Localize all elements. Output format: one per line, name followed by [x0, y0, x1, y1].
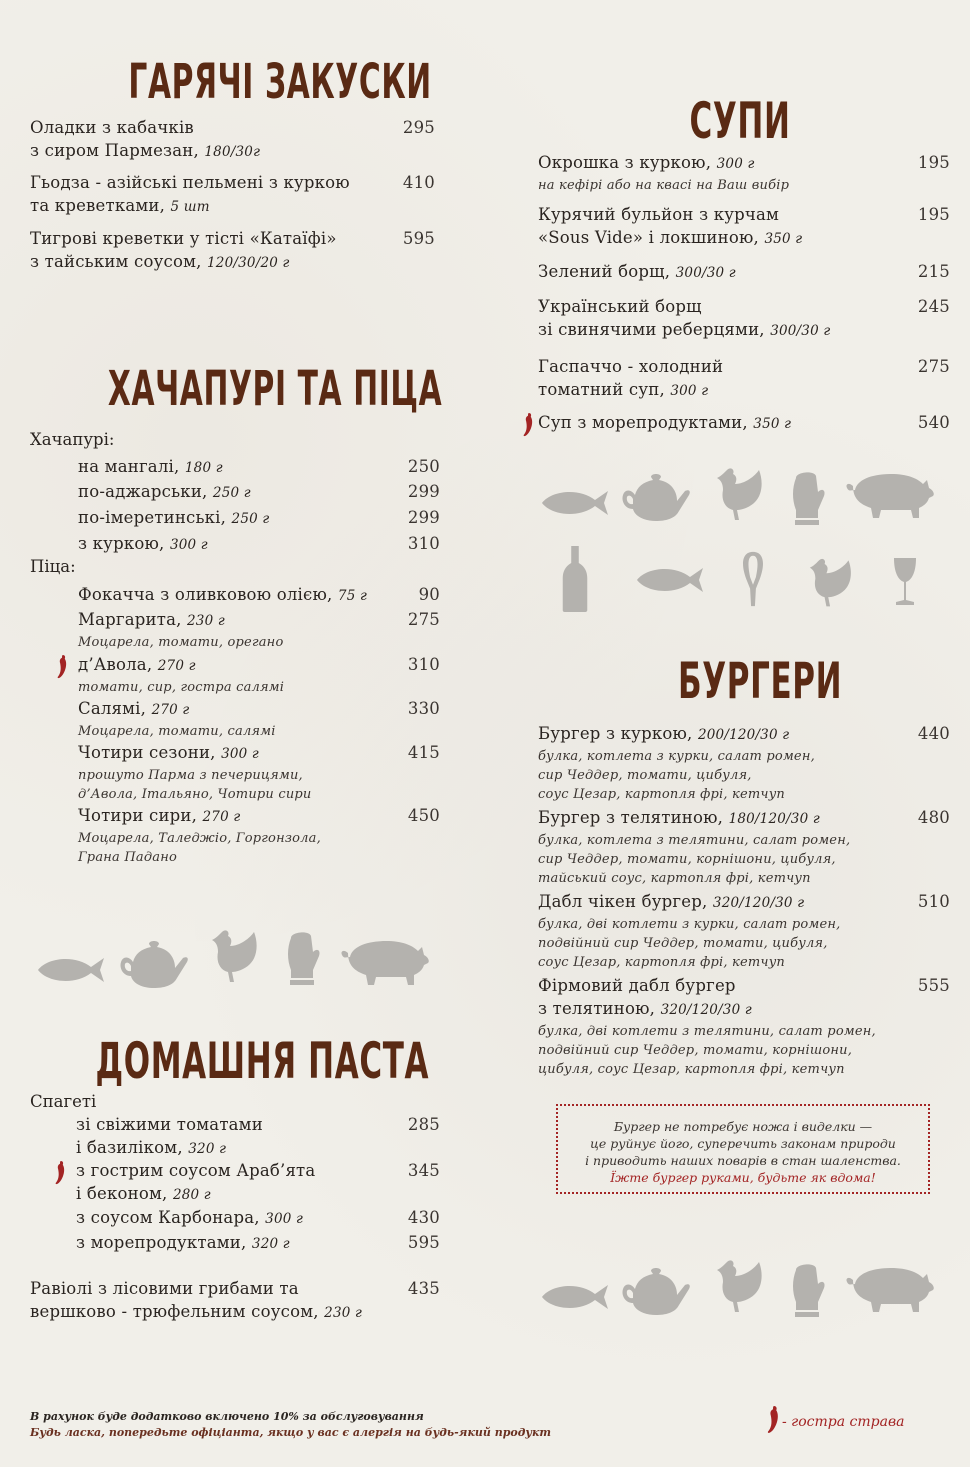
- heading-soups: СУПИ: [689, 92, 791, 150]
- spicy-legend: - гостра страва: [782, 1414, 905, 1430]
- menu-item: Курячий бульйон з курчам «Sous Vide» і локшиною, 350 г 195: [538, 205, 950, 247]
- item-price: 275: [407, 610, 440, 629]
- pig-icon: [845, 1262, 935, 1312]
- spicy-chili-icon: [522, 413, 534, 437]
- item-price: 250: [407, 457, 440, 476]
- allergy-note: Будь ласка, попередьте офіціанта, якщо у вас є алергія на будь-який продукт: [30, 1426, 552, 1439]
- item-price: 450: [407, 806, 440, 825]
- hen-icon: [715, 466, 765, 521]
- spicy-chili-icon: [56, 655, 68, 679]
- menu-item: Дабл чікен бургер, 320/120/30 г булка, дві котлети з курки, салат ромен, подвійний сир Чеддер, томати, цибуля, соус Цезар, картопля фрі, кетчуп 510: [538, 892, 950, 970]
- fish-icon: [36, 955, 106, 985]
- item-price: 480: [917, 808, 950, 827]
- menu-item: Гьодза - азійські пельмені з куркою та креветками, 5 шт 410: [30, 173, 435, 215]
- whisk-icon: [738, 550, 768, 608]
- menu-item: по-аджарськи, 250 г 299: [78, 482, 440, 501]
- hen-icon: [715, 1258, 765, 1313]
- teapot-icon: [620, 1265, 692, 1315]
- item-price: 90: [418, 585, 440, 604]
- teapot-icon: [118, 938, 190, 988]
- item-price: 440: [917, 724, 950, 743]
- fish-icon: [540, 488, 610, 518]
- item-price: 299: [407, 508, 440, 527]
- menu-item: з гострим соусом Араб’ята і беконом, 280 г 345: [76, 1161, 440, 1203]
- item-price: 415: [407, 743, 440, 762]
- menu-item: з куркою, 300 г 310: [78, 534, 440, 553]
- menu-item: Бургер з куркою, 200/120/30 г булка, котлета з курки, салат ромен, сир Чеддер, томати, цибуля, соус Цезар, картопля фрі, кетчуп 440: [538, 724, 950, 802]
- bottle-icon: [560, 546, 590, 612]
- menu-item: Фірмовий дабл бургер з телятиною, 320/120/30 г булка, дві котлети з телятини, салат ромен, подвійний сир Чеддер, томати, корнішони, цибуля, соус Цезар, картопля фрі, кетчуп 555: [538, 976, 950, 1077]
- menu-item: Оладки з кабачків з сиром Пармезан, 180/30г 295: [30, 118, 435, 160]
- heading-pasta: ДОМАШНЯ ПАСТА: [95, 1032, 430, 1090]
- menu-item: Український борщ зі свинячими реберцями, 300/30 г 245: [538, 297, 950, 339]
- menu-item: Маргарита, 230 г 275 Моцарела, томати, орегано: [78, 610, 440, 650]
- menu-item: зі свіжими томатами і базиліком, 320 г 285: [76, 1115, 440, 1157]
- oven-mitt-icon: [790, 470, 826, 525]
- item-price: 285: [407, 1115, 440, 1134]
- hen-icon: [210, 928, 260, 983]
- menu-item: на мангалі, 180 г 250: [78, 457, 440, 476]
- menu-item: Чотири сири, 270 г 450 Моцарела, Таледжіо, Горгонзола, Грана Падано: [78, 806, 440, 865]
- wine-glass-icon: [892, 556, 918, 606]
- item-price: 245: [917, 297, 950, 316]
- menu-item: Окрошка з куркою, 300 г на кефірі або на квасі на Ваш вибір 195: [538, 153, 950, 193]
- spaghetti-label: Спагеті: [30, 1092, 97, 1111]
- item-price: 195: [917, 153, 950, 172]
- menu-item: Зелений борщ, 300/30 г 215: [538, 262, 950, 281]
- fish-icon: [540, 1282, 610, 1312]
- menu-item: Бургер з телятиною, 180/120/30 г булка, котлета з телятини, салат ромен, сир Чеддер, томати, корнішони, цибуля, тайський соус, картопля фрі, кетчуп 480: [538, 808, 950, 886]
- menu-item: з морепродуктами, 320 г 595: [76, 1233, 440, 1252]
- item-price: 330: [407, 699, 440, 718]
- hen-icon: [808, 556, 854, 608]
- item-price: 510: [917, 892, 950, 911]
- oven-mitt-icon: [285, 930, 321, 985]
- item-price: 410: [402, 173, 435, 192]
- menu-item: Гаспаччо - холодний томатний суп, 300 г 275: [538, 357, 950, 399]
- item-price: 215: [917, 262, 950, 281]
- item-price: 295: [402, 118, 435, 137]
- pizza-label: Піца:: [30, 557, 76, 576]
- heading-khachapuri-pizza: ХАЧАПУРІ ТА ПІЦА: [107, 361, 443, 417]
- item-price: 345: [407, 1161, 440, 1180]
- khachapuri-label: Хачапурі:: [30, 430, 115, 449]
- pig-icon: [340, 935, 430, 985]
- menu-item: Салямі, 270 г 330 Моцарела, томати, салямі: [78, 699, 440, 739]
- fish-icon: [635, 565, 705, 595]
- item-price: 195: [917, 205, 950, 224]
- item-price: 430: [407, 1208, 440, 1227]
- oven-mitt-icon: [790, 1262, 826, 1317]
- spicy-chili-icon: [54, 1161, 66, 1185]
- menu-item: д’Авола, 270 г 310 томати, сир, гостра салямі: [78, 655, 440, 695]
- item-price: 540: [917, 413, 950, 432]
- item-price: 275: [917, 357, 950, 376]
- menu-item: Равіолі з лісовими грибами та вершково - трюфельним соусом, 230 г 435: [30, 1279, 440, 1321]
- pig-icon: [845, 468, 935, 518]
- item-price: 555: [917, 976, 950, 995]
- item-price: 435: [407, 1279, 440, 1298]
- menu-item: по-імеретинські, 250 г 299: [78, 508, 440, 527]
- spicy-chili-icon: [766, 1406, 780, 1434]
- burger-note: Бургер не потребує ножа і виделки — це руйнує його, суперечить законам природи і приводить наших поварів в стан шаленства. Їжте бургер руками, будьте як вдома!: [556, 1104, 930, 1194]
- menu-item: Фокачча з оливковою олією, 75 г 90: [78, 585, 440, 604]
- item-price: 299: [407, 482, 440, 501]
- menu-item: Чотири сезони, 300 г 415 прошуто Парма з печерицями, д’Авола, Італьяно, Чотири сири: [78, 743, 440, 802]
- item-price: 310: [407, 655, 440, 674]
- item-price: 595: [407, 1233, 440, 1252]
- heading-burgers: БУРГЕРИ: [678, 652, 843, 710]
- item-price: 595: [402, 229, 435, 248]
- teapot-icon: [620, 471, 692, 521]
- item-price: 310: [407, 534, 440, 553]
- heading-hot-snacks: ГАРЯЧІ ЗАКУСКИ: [128, 54, 432, 110]
- menu-item: Суп з морепродуктами, 350 г 540: [538, 413, 950, 432]
- menu-item: Тигрові креветки у тісті «Катаїфі» з тайським соусом, 120/30/20 г 595: [30, 229, 435, 271]
- service-charge-note: В рахунок буде додатково включено 10% за обслуговування: [30, 1410, 424, 1423]
- menu-item: з соусом Карбонара, 300 г 430: [76, 1208, 440, 1227]
